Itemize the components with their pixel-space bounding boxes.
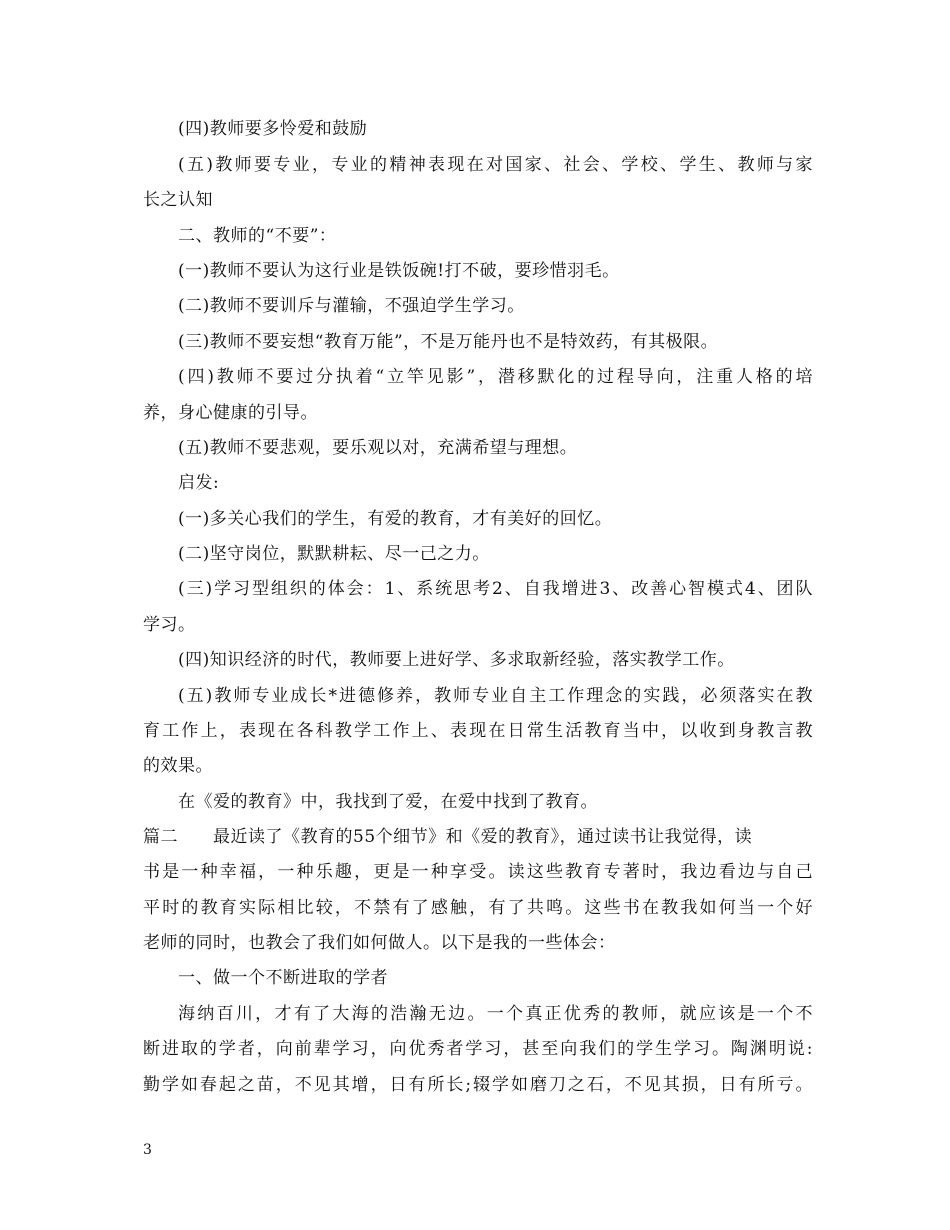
text-line: 育工作上，表现在各科教学工作上、表现在日常生活教育当中，以收到身教言教 [143, 721, 813, 741]
text-line: (二)教师不要训斥与灌输，不强迫学生学习。 [178, 296, 525, 316]
text-line: 海纳百川，才有了大海的浩瀚无边。一个真正优秀的教师，就应该是一个不 [178, 1004, 813, 1024]
text-line: (三)教师不要妄想“教育万能”，不是万能丹也不是特效药，有其极限。 [178, 332, 719, 352]
text-line: (三)学习型组织的体会：1、系统思考2、自我增进3、改善心智模式4、团队 [178, 579, 813, 599]
text-line: (五)教师不要悲观，要乐观以对，充满希望与理想。 [178, 438, 578, 458]
text-line: (四)教师要多怜爱和鼓励 [178, 119, 368, 139]
text-line: 的效果。 [143, 756, 213, 776]
page-number: 3 [143, 1142, 152, 1158]
text-line: (一)多关心我们的学生，有爱的教育，才有美好的回忆。 [178, 509, 613, 529]
text-line: 学习。 [143, 615, 196, 635]
text-line: (一)教师不要认为这行业是铁饭碗!打不破，要珍惜羽毛。 [178, 261, 620, 281]
text-line: (四)知识经济的时代，教师要上进好学、多求取新经验，落实教学工作。 [178, 650, 735, 670]
section-label: 篇二 [143, 827, 178, 847]
text-line: 断进取的学者，向前辈学习，向优秀者学习，甚至向我们的学生学习。陶渊明说: [143, 1039, 813, 1059]
text-line: (五)教师要专业，专业的精神表现在对国家、社会、学校、学生、教师与家 [178, 155, 813, 175]
section-heading: 启发: [178, 473, 220, 493]
text-line: 老师的同时，也教会了我们如何做人。以下是我的一些体会： [143, 933, 616, 953]
section-heading: 二、教师的“不要”： [178, 226, 337, 246]
text-line: (四)教师不要过分执着“立竿见影”，潜移默化的过程导向，注重人格的培 [178, 367, 813, 387]
text-line: 在《爱的教育》中，我找到了爱，在爱中找到了教育。 [178, 792, 598, 812]
text-line: 书是一种幸福，一种乐趣，更是一种享受。读这些教育专著时，我边看边与自己 [143, 862, 813, 882]
section-heading: 一、做一个不断进取的学者 [178, 968, 388, 988]
text-line: 平时的教育实际相比较，不禁有了感触，有了共鸣。这些书在教我如何当一个好 [143, 898, 813, 918]
text-line: 长之认知 [143, 190, 213, 210]
text-line: 养，身心健康的引导。 [143, 403, 318, 423]
text-line: (二)坚守岗位，默默耕耘、尽一己之力。 [178, 544, 490, 564]
section-line [143, 826, 813, 848]
text-line: (五)教师专业成长*进德修养，教师专业自主工作理念的实践，必须落实在教 [178, 686, 813, 706]
text-line: 最近读了《教育的55个细节》和《爱的教育》，通过读书让我觉得，读 [213, 827, 753, 847]
text-line: 勤学如春起之苗，不见其增，日有所长;辍学如磨刀之石，不见其损，日有所亏。 [143, 1075, 813, 1095]
